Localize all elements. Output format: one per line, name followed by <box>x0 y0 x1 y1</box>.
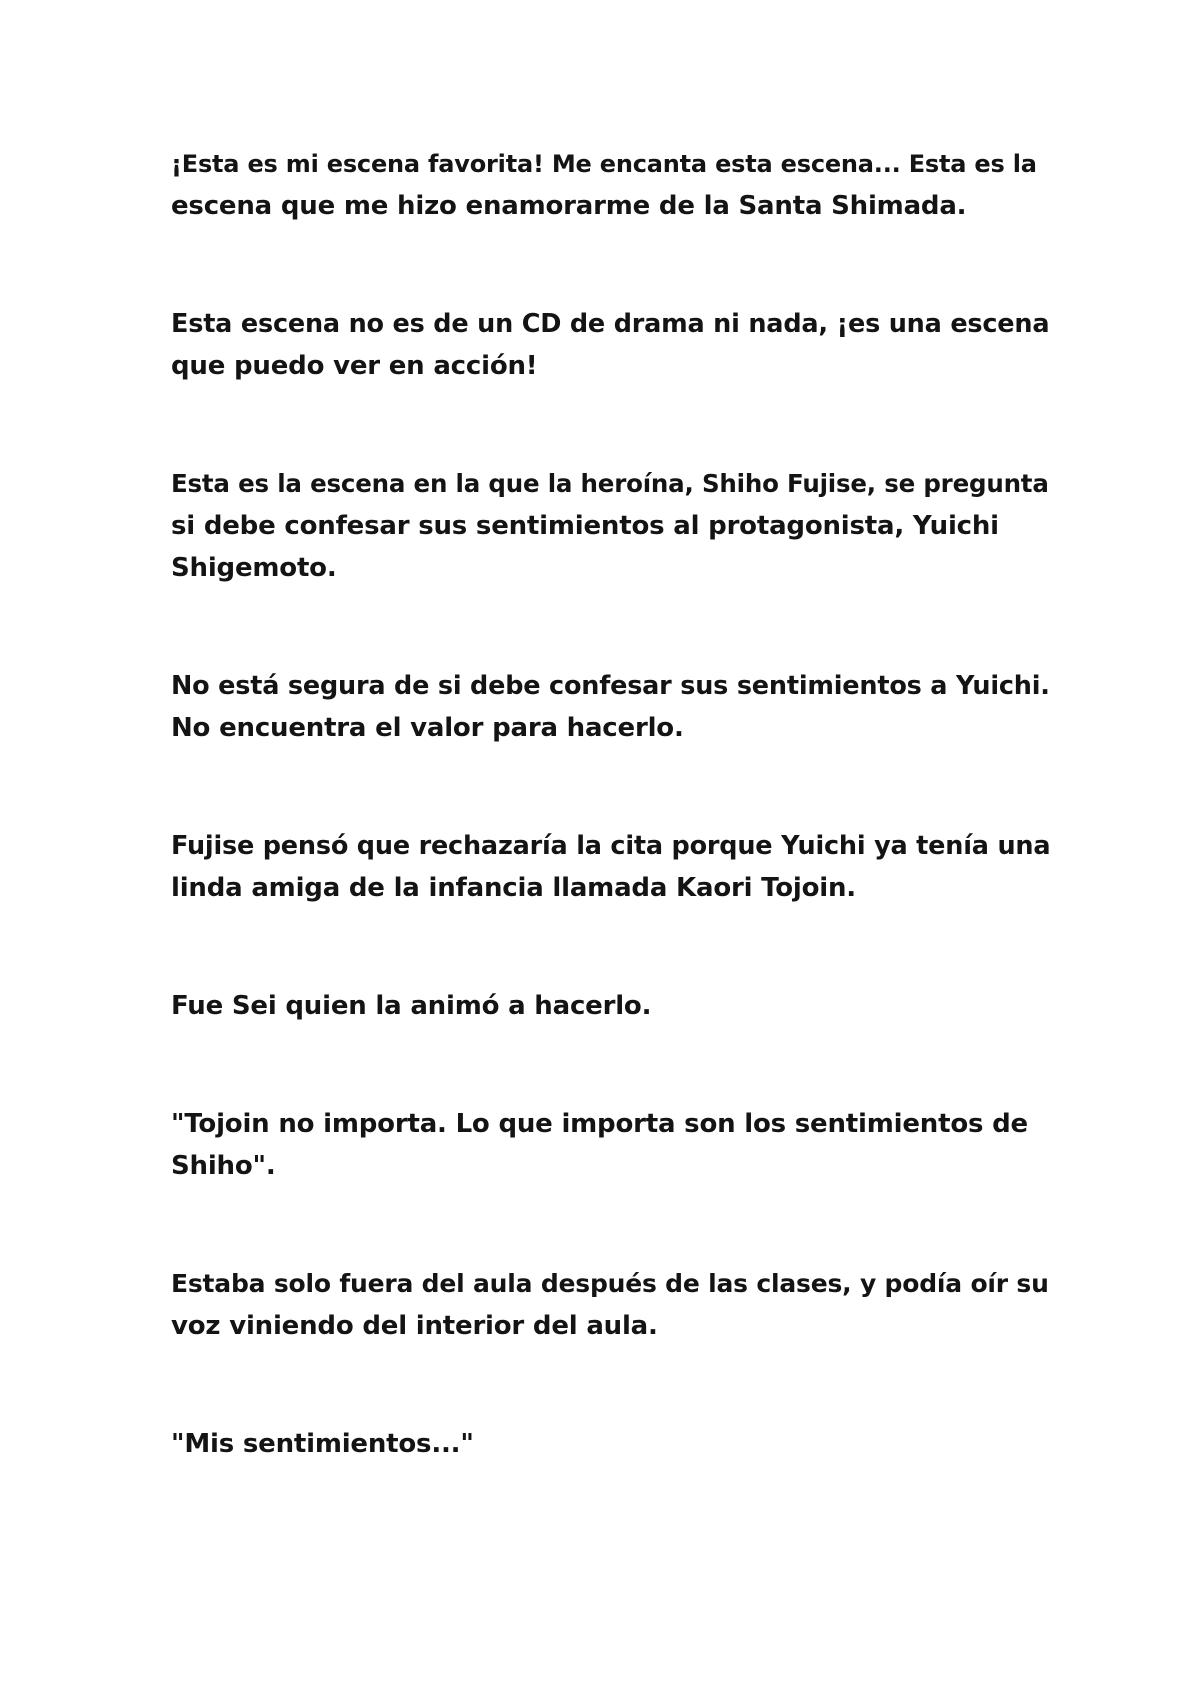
paragraph-4 <box>171 665 1051 749</box>
paragraph-line: Fujise pensó que rechazaría la cita porque Yuichi ya tenía una <box>171 831 1051 861</box>
paragraph-line: "Mis sentimientos..." <box>171 1429 474 1459</box>
paragraph-2 <box>171 303 1051 387</box>
paragraph-1 <box>171 143 1051 227</box>
paragraph-3 <box>171 463 1051 589</box>
paragraph-line: que puedo ver en acción! <box>171 351 538 381</box>
paragraph-6 <box>171 985 1051 1027</box>
paragraph-line: Esta escena no es de un CD de drama ni nada, ¡es una escena <box>171 309 1050 339</box>
paragraph-line: "Tojoin no importa. Lo que importa son los sentimientos de <box>171 1109 1028 1139</box>
paragraph-line: linda amiga de la infancia llamada Kaori Tojoin. <box>171 873 856 903</box>
paragraph-line: si debe confesar sus sentimientos al protagonista, Yuichi <box>171 511 999 541</box>
paragraph-line: Shigemoto. <box>171 553 337 583</box>
paragraph-line: voz viniendo del interior del aula. <box>171 1311 658 1341</box>
paragraph-line: No está segura de si debe confesar sus sentimientos a Yuichi. <box>171 671 1050 701</box>
paragraph-line: Estaba solo fuera del aula después de las clases, y podía oír su <box>171 1269 1049 1298</box>
paragraph-line: No encuentra el valor para hacerlo. <box>171 713 684 743</box>
paragraph-7 <box>171 1103 1051 1187</box>
paragraph-9 <box>171 1423 1051 1465</box>
paragraph-line: Shiho". <box>171 1151 276 1181</box>
paragraph-line: ¡Esta es mi escena favorita! Me encanta esta escena... Esta es la <box>171 150 1037 178</box>
paragraph-line: escena que me hizo enamorarme de la Santa Shimada. <box>171 191 967 221</box>
paragraph-8 <box>171 1263 1051 1347</box>
paragraph-5 <box>171 825 1051 909</box>
paragraph-line: Fue Sei quien la animó a hacerlo. <box>171 991 652 1021</box>
paragraph-line: Esta es la escena en la que la heroína, Shiho Fujise, se pregunta <box>171 469 1049 498</box>
